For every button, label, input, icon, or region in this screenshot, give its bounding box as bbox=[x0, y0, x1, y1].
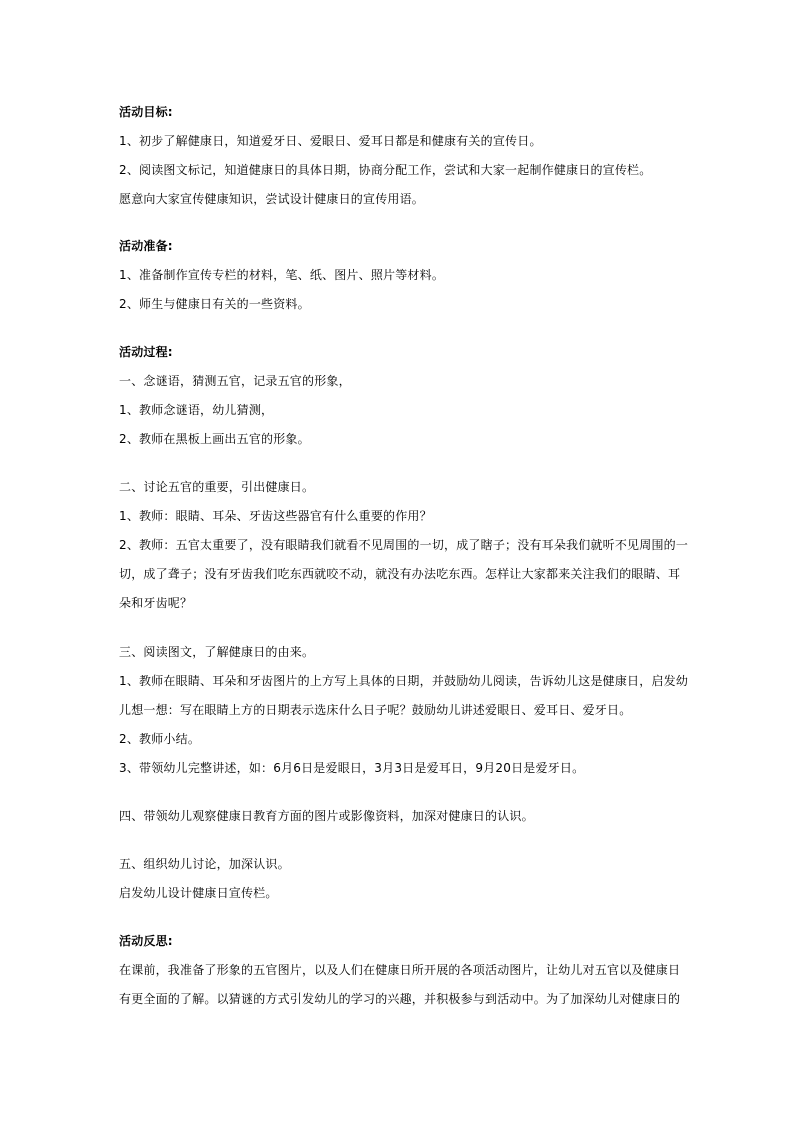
step1-line-1: 一、念谜语，猜测五官，记录五官的形象， bbox=[119, 374, 351, 388]
step3-line-5: 3、带领幼儿完整讲述，如：6月6日是爱眼日，3月3日是爱耳日，9月20日是爱牙日。 bbox=[119, 761, 585, 775]
step5-line-1: 五、组织幼儿讨论，加深认识。 bbox=[119, 857, 290, 871]
step2-line-5: 朵和牙齿呢？ bbox=[119, 596, 193, 610]
step3-line-2: 1、教师在眼睛、耳朵和牙齿图片的上方写上具体的日期，并鼓励幼儿阅读，告诉幼儿这是健康日，启发幼 bbox=[119, 674, 689, 688]
reflection-heading: 活动反思: bbox=[119, 934, 173, 948]
prep-line-2: 2、师生与健康日有关的一些资料。 bbox=[119, 297, 310, 311]
step1-line-3: 2、教师在黑板上画出五官的形象。 bbox=[119, 432, 310, 446]
prep-line-1: 1、准备制作宣传专栏的材料，笔、纸、图片、照片等材料。 bbox=[119, 268, 445, 282]
step2-line-3: 2、教师：五官太重要了，没有眼睛我们就看不见周围的一切，成了瞎子；没有耳朵我们就听不见周围的一 bbox=[119, 538, 689, 552]
goal-line-3: 愿意向大家宣传健康知识，尝试设计健康日的宣传用语。 bbox=[119, 192, 425, 206]
goal-line-2: 2、阅读图文标记，知道健康日的具体日期，协商分配工作，尝试和大家一起制作健康日的宣传栏。 bbox=[119, 163, 652, 177]
goals-heading: 活动目标: bbox=[119, 105, 173, 119]
step4-line-1: 四、带领幼儿观察健康日教育方面的图片或影像资料，加深对健康日的认识。 bbox=[119, 809, 534, 823]
step2-line-4: 切，成了聋子；没有牙齿我们吃东西就咬不动，就没有办法吃东西。怎样让大家都来关注我们的眼睛、耳 bbox=[119, 567, 681, 581]
step3-line-1: 三、阅读图文，了解健康日的由来。 bbox=[119, 645, 315, 659]
process-heading: 活动过程: bbox=[119, 345, 173, 359]
step2-line-2: 1、教师：眼睛、耳朵、牙齿这些器官有什么重要的作用？ bbox=[119, 509, 432, 523]
step5-line-2: 启发幼儿设计健康日宣传栏。 bbox=[119, 886, 278, 900]
reflection-line-2: 有更全面的了解。以猜谜的方式引发幼儿的学习的兴趣，并积极参与到活动中。为了加深幼儿对健康日的 bbox=[119, 992, 681, 1006]
goal-line-1: 1、初步了解健康日，知道爱牙日、爱眼日、爱耳日都是和健康有关的宣传日。 bbox=[119, 134, 542, 148]
step3-line-4: 2、教师小结。 bbox=[119, 732, 201, 746]
step2-line-1: 二、讨论五官的重要，引出健康日。 bbox=[119, 480, 315, 494]
reflection-line-1: 在课前，我准备了形象的五官图片，以及人们在健康日所开展的各项活动图片，让幼儿对五官以及健康日 bbox=[119, 963, 681, 977]
prep-heading: 活动准备: bbox=[119, 239, 173, 253]
step1-line-2: 1、教师念谜语，幼儿猜测， bbox=[119, 403, 274, 417]
step3-line-3: 儿想一想：写在眼睛上方的日期表示选床什么日子呢？鼓励幼儿讲述爱眼日、爱耳日、爱牙日。 bbox=[119, 703, 632, 717]
